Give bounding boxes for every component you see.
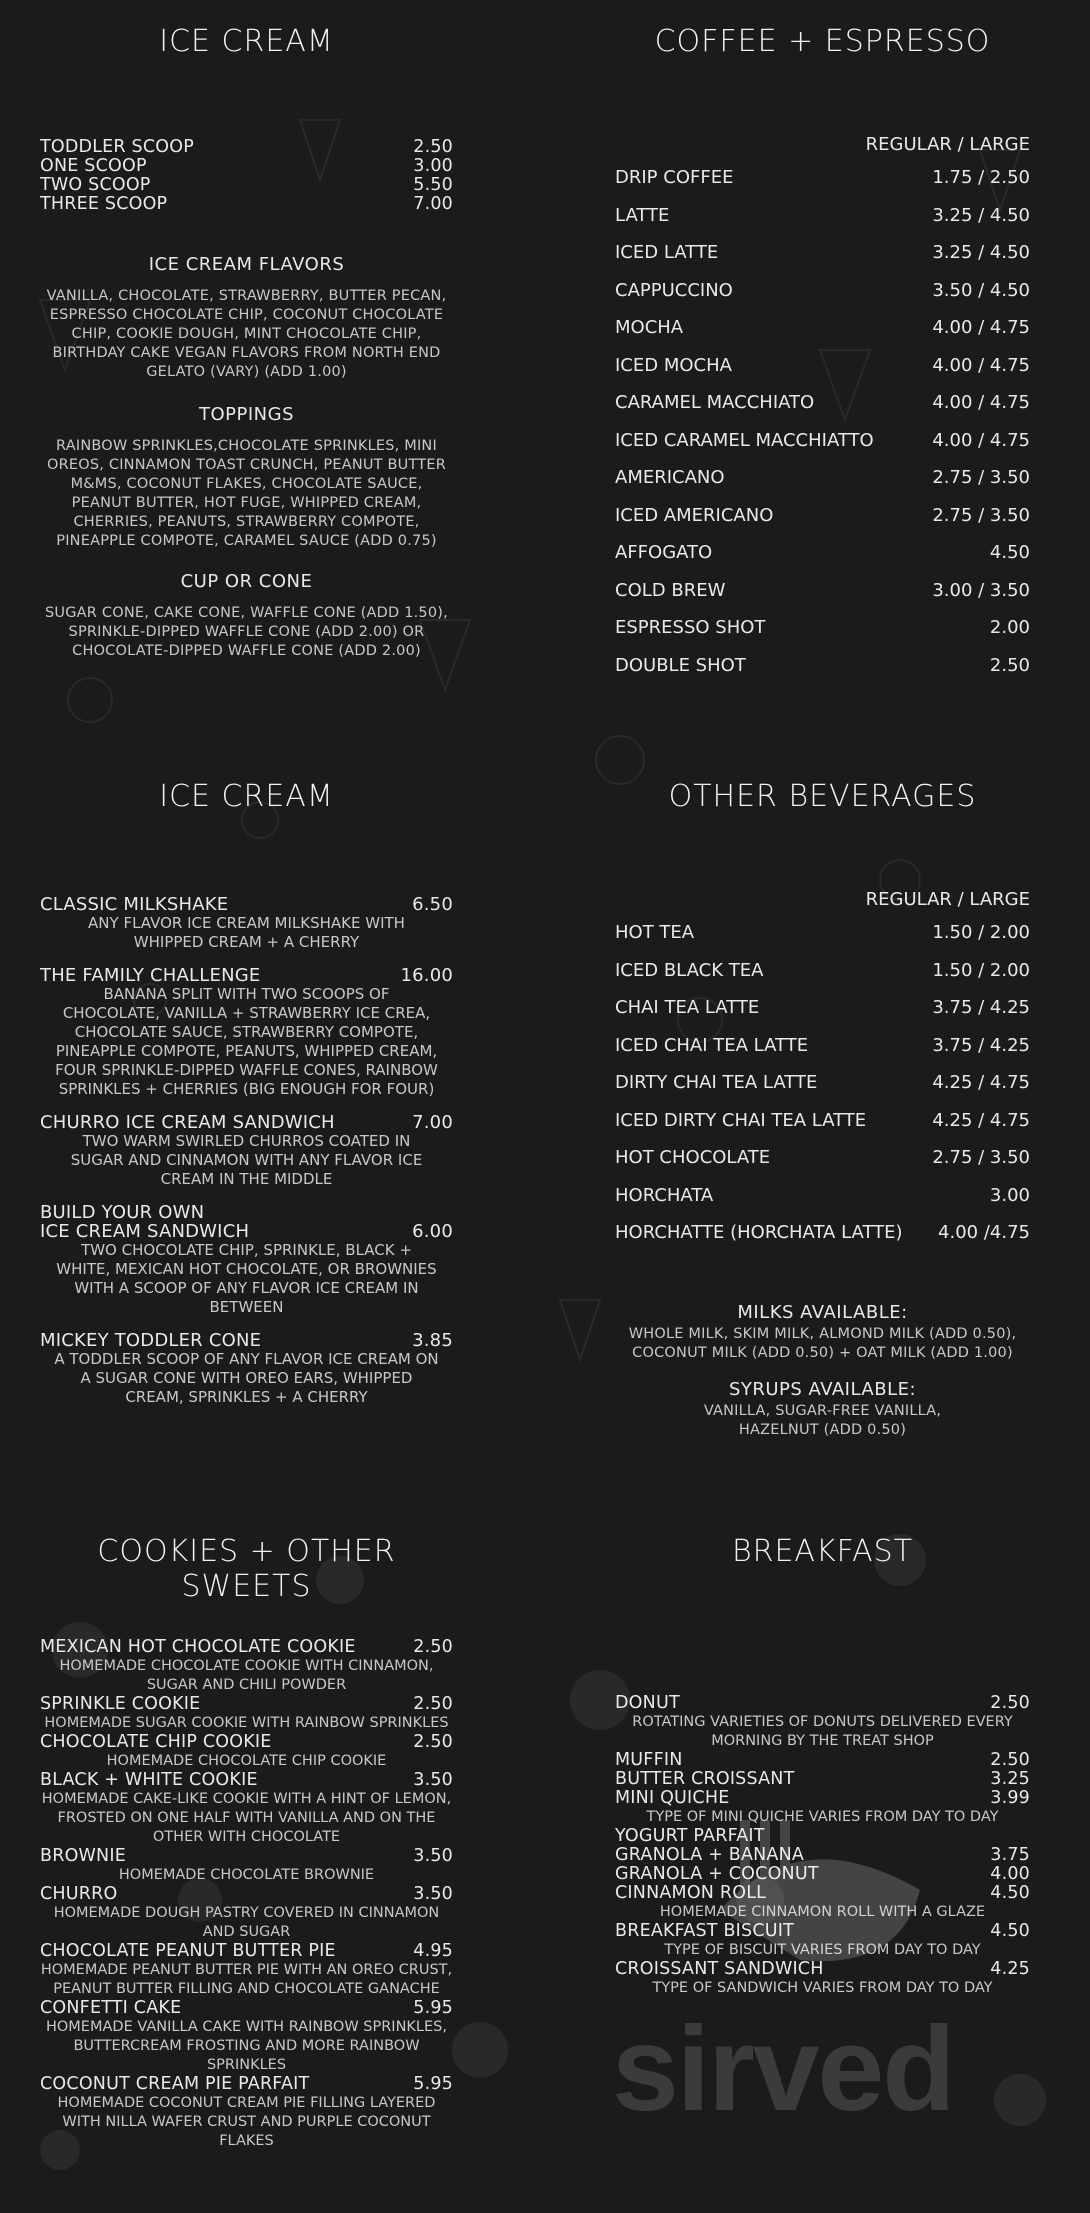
item-price: 3.50 xyxy=(413,1884,453,1904)
item-name: CHAI TEA LATTE xyxy=(615,997,760,1018)
item-price: 4.25 / 4.75 xyxy=(932,1072,1030,1093)
panel-title: ICE CREAM xyxy=(159,24,334,59)
syrups-text: VANILLA, SUGAR-FREE VANILLA, HAZELNUT (ADD 0.50) xyxy=(703,1402,942,1438)
item-price: 6.50 xyxy=(412,894,453,915)
list-item xyxy=(615,1827,1030,1846)
item-name: GRANOLA + BANANA xyxy=(615,1845,805,1865)
item-description: TWO WARM SWIRLED CHURROS COATED IN SUGAR AND CINNAMON WITH ANY FLAVOR ICE CREAM IN THE MIDDLE xyxy=(70,1132,423,1188)
list-item xyxy=(40,138,453,157)
item-price: 1.50 / 2.00 xyxy=(932,959,1030,981)
other-beverages-panel xyxy=(545,755,1090,1510)
item-name: DOUBLE SHOT xyxy=(615,654,746,676)
list-item xyxy=(615,1960,1030,1998)
list-item xyxy=(40,966,453,1099)
item-description: HOMEMADE CHOCOLATE COOKIE WITH CINNAMON, SUGAR AND CHILI POWDER xyxy=(59,1658,434,1693)
item-price: 2.50 xyxy=(989,654,1030,676)
item-name: ESPRESSO SHOT xyxy=(615,617,766,638)
list-item xyxy=(615,647,1030,685)
item-name: BREAKFAST BISCUIT xyxy=(615,1921,795,1941)
item-name: ICED LATTE xyxy=(615,242,719,263)
item-price: 1.50 / 2.00 xyxy=(932,922,1030,943)
item-name: CHURRO xyxy=(40,1884,118,1904)
item-name: ICED CARAMEL MACCHIATTO xyxy=(615,429,874,451)
list-item xyxy=(40,1771,453,1847)
item-description: TYPE OF MINI QUICHE VARIES FROM DAY TO DAY xyxy=(646,1809,999,1825)
item-price: 3.00 / 3.50 xyxy=(932,579,1030,601)
item-price: 2.75 / 3.50 xyxy=(932,467,1030,488)
list-item xyxy=(40,1638,453,1695)
item-price: 4.00 /4.75 xyxy=(938,1222,1030,1243)
item-price: 2.50 xyxy=(413,1732,453,1752)
item-name: ICED DIRTY CHAI TEA LATTE xyxy=(615,1109,867,1131)
item-price: 3.50 / 4.50 xyxy=(932,279,1030,301)
list-item xyxy=(615,1064,1030,1102)
list-item xyxy=(615,1139,1030,1177)
cone-text: SUGAR CONE, CAKE CONE, WAFFLE CONE (ADD 1.50), SPRINKLE-DIPPED WAFFLE CONE (ADD 2.00) OR CHOCOLATE-DIPPED WAFFLE CONE (ADD 2.00) xyxy=(45,605,448,659)
item-description: A TODDLER SCOOP OF ANY FLAVOR ICE CREAM ON A SUGAR CONE WITH OREO EARS, WHIPPED CREAM, SPRINKLES + A CHERRY xyxy=(54,1350,439,1406)
item-description: HOMEMADE SUGAR COOKIE WITH RAINBOW SPRINKLES xyxy=(44,1715,449,1731)
item-name: CINNAMON ROLL xyxy=(615,1883,767,1903)
item-name: MICKEY TODDLER CONE xyxy=(40,1330,262,1351)
list-item xyxy=(615,309,1030,347)
watermark-text: sirved xyxy=(612,2002,954,2136)
item-price: 4.00 / 4.75 xyxy=(932,429,1030,451)
flavors-heading: ICE CREAM FLAVORS xyxy=(148,254,345,275)
item-price: 3.75 xyxy=(990,1845,1030,1865)
specials-list xyxy=(40,895,453,1407)
item-price: 4.25 / 4.75 xyxy=(932,1109,1030,1131)
item-name: BROWNIE xyxy=(40,1846,126,1866)
ice-cream-specials-panel xyxy=(0,755,545,1510)
item-description: HOMEMADE CAKE-LIKE COOKIE WITH A HINT OF LEMON, FROSTED ON ONE HALF WITH VANILLA AND ON THE OTHER WITH CHOCOLATE xyxy=(41,1791,452,1845)
list-item xyxy=(615,1027,1030,1065)
item-price: 4.50 xyxy=(990,1921,1030,1941)
list-item xyxy=(615,1177,1030,1215)
item-name: BUTTER CROISSANT xyxy=(615,1769,795,1789)
list-item xyxy=(40,1695,453,1733)
list-item xyxy=(40,1942,453,1999)
item-description: BANANA SPLIT WITH TWO SCOOPS OF CHOCOLATE, VANILLA + STRAWBERRY ICE CREA, CHOCOLATE SAUCE, STRAWBERRY COMPOTE, PINEAPPLE COMPOTE, PEANUTS, WHIPPED CREAM, FOUR SPRINKLE-DIPPED WAFFLE CONES, RAINBOW SPRINKLES + CHERRIES (BIG ENOUGH FOR FOUR) xyxy=(55,985,438,1098)
item-price: 3.25 / 4.50 xyxy=(932,204,1030,226)
list-item xyxy=(40,1733,453,1771)
coffee-panel xyxy=(545,0,1090,755)
item-name: YOGURT PARFAIT xyxy=(615,1826,765,1846)
panel-title: ICE CREAM xyxy=(159,779,334,814)
item-description: ANY FLAVOR ICE CREAM MILKSHAKE WITH WHIPPED CREAM + A CHERRY xyxy=(88,914,405,951)
item-name: HOT CHOCOLATE xyxy=(615,1147,771,1168)
list-item xyxy=(615,497,1030,535)
item-name: CONFETTI CAKE xyxy=(40,1998,182,2018)
list-item xyxy=(615,1694,1030,1751)
item-name: HOT TEA xyxy=(615,922,695,943)
list-item xyxy=(615,422,1030,460)
list-item xyxy=(40,2075,453,2151)
item-description: HOMEMADE VANILLA CAKE WITH RAINBOW SPRINKLES, BUTTERCREAM FROSTING AND MORE RAINBOW SPRINKLES xyxy=(45,2019,447,2073)
item-description: TYPE OF SANDWICH VARIES FROM DAY TO DAY xyxy=(652,1980,993,1996)
toppings-text: RAINBOW SPRINKLES,CHOCOLATE SPRINKLES, MINI OREOS, CINNAMON TOAST CRUNCH, PEANUT BUTTER M&MS, COCONUT FLAKES, CHOCOLATE SAUCE, PEANUT BUTTER, HOT FUGE, WHIPPED CREAM, CHERRIES, PEANUTS, STRAWBERRY COMPOTE, PINEAPPLE COMPOTE, CARAMEL SAUCE (ADD 0.75) xyxy=(47,438,446,549)
item-name: AFFOGATO xyxy=(615,542,713,563)
item-description: TYPE OF BISCUIT VARIES FROM DAY TO DAY xyxy=(664,1942,981,1958)
scoop-list xyxy=(40,138,453,214)
item-name: THE FAMILY CHALLENGE xyxy=(40,965,261,986)
item-price: 5.50 xyxy=(413,175,453,195)
item-name: CHOCOLATE CHIP COOKIE xyxy=(40,1732,272,1752)
item-name: AMERICANO xyxy=(615,467,725,488)
item-price: 2.00 xyxy=(989,617,1030,638)
item-name: DIRTY CHAI TEA LATTE xyxy=(615,1072,818,1093)
list-item xyxy=(615,989,1030,1027)
item-price: 1.75 / 2.50 xyxy=(932,167,1030,188)
item-price: 3.75 / 4.25 xyxy=(932,997,1030,1018)
item-name-line2: ICE CREAM SANDWICH xyxy=(40,1221,250,1242)
item-price: 3.25 xyxy=(990,1769,1030,1789)
syrups-heading: SYRUPS AVAILABLE: xyxy=(728,1378,917,1400)
item-name: MEXICAN HOT CHOCOLATE COOKIE xyxy=(40,1637,356,1657)
item-price: 4.00 xyxy=(990,1864,1030,1884)
item-name: SPRINKLE COOKIE xyxy=(40,1694,201,1714)
item-description: TWO CHOCOLATE CHIP, SPRINKLE, BLACK + WHITE, MEXICAN HOT CHOCOLATE, OR BROWNIES WITH A SCOOP OF ANY FLAVOR ICE CREAM IN BETWEEN xyxy=(56,1241,437,1316)
item-name: CHURRO ICE CREAM SANDWICH xyxy=(40,1112,335,1133)
item-price: 4.50 xyxy=(989,542,1030,563)
list-item xyxy=(615,1214,1030,1252)
item-price: 2.75 / 3.50 xyxy=(932,504,1030,526)
list-item xyxy=(40,195,453,214)
list-item xyxy=(615,1789,1030,1827)
list-item xyxy=(40,1847,453,1885)
item-name: ICED AMERICANO xyxy=(615,504,774,526)
item-price: 2.50 xyxy=(413,137,453,157)
item-name: CARAMEL MACCHIATO xyxy=(615,392,815,413)
toppings-heading: TOPPINGS xyxy=(198,404,295,425)
item-price: 5.95 xyxy=(413,2074,453,2094)
size-header: REGULAR / LARGE xyxy=(865,889,1030,910)
item-description: HOMEMADE CHOCOLATE BROWNIE xyxy=(118,1867,375,1883)
coffee-list xyxy=(615,159,1030,684)
cookies-panel xyxy=(0,1510,545,2213)
item-name: LATTE xyxy=(615,204,670,226)
item-price: 3.50 xyxy=(413,1770,453,1790)
list-item xyxy=(615,952,1030,990)
size-header: REGULAR / LARGE xyxy=(865,134,1030,155)
item-name: HORCHATA xyxy=(615,1184,714,1206)
list-item xyxy=(615,572,1030,610)
item-name: CROISSANT SANDWICH xyxy=(615,1959,824,1979)
item-price: 16.00 xyxy=(400,965,453,986)
item-price: 4.25 xyxy=(990,1959,1030,1979)
item-price: 3.25 / 4.50 xyxy=(932,242,1030,263)
item-name: CAPPUCCINO xyxy=(615,279,733,301)
item-price: 2.75 / 3.50 xyxy=(932,1147,1030,1168)
item-name: BLACK + WHITE COOKIE xyxy=(40,1770,258,1790)
list-item xyxy=(615,914,1030,952)
list-item xyxy=(40,1885,453,1942)
breakfast-panel xyxy=(545,1510,1090,2213)
cone-heading: CUP OR CONE xyxy=(180,571,313,592)
item-description: HOMEMADE CINNAMON ROLL WITH A GLAZE xyxy=(659,1904,986,1920)
milks-heading: MILKS AVAILABLE: xyxy=(737,1301,908,1323)
item-name: ICED CHAI TEA LATTE xyxy=(615,1034,809,1056)
list-item xyxy=(615,1922,1030,1960)
item-name: TWO SCOOP xyxy=(40,175,151,195)
panel-title: COOKIES + OTHER SWEETS xyxy=(97,1534,396,1604)
list-item xyxy=(40,895,453,952)
list-item xyxy=(615,384,1030,422)
item-name: COCONUT CREAM PIE PARFAIT xyxy=(40,2074,310,2094)
cookies-list xyxy=(40,1638,453,2151)
item-name: MUFFIN xyxy=(615,1750,683,1770)
list-item xyxy=(40,157,453,176)
item-price: 7.00 xyxy=(412,1112,453,1133)
ice-cream-panel xyxy=(0,0,545,755)
flavors-text: VANILLA, CHOCOLATE, STRAWBERRY, BUTTER PECAN, ESPRESSO CHOCOLATE CHIP, COCONUT CHOCOLATE CHIP, COOKIE DOUGH, MINT CHOCOLATE CHIP, BIRTHDAY CAKE VEGAN FLAVORS FROM NORTH END GELATO (VARY) (ADD 1.00) xyxy=(46,288,447,380)
item-name: ONE SCOOP xyxy=(40,156,147,176)
list-item xyxy=(40,1113,453,1189)
list-item xyxy=(615,534,1030,572)
list-item xyxy=(615,459,1030,497)
item-name: ICED MOCHA xyxy=(615,354,732,376)
item-name: CHOCOLATE PEANUT BUTTER PIE xyxy=(40,1941,336,1961)
list-item xyxy=(615,609,1030,647)
item-name: HORCHATTE (HORCHATA LATTE) xyxy=(615,1222,903,1243)
item-price: 4.95 xyxy=(413,1941,453,1961)
item-name: COLD BREW xyxy=(615,579,726,601)
item-description: HOMEMADE CHOCOLATE CHIP COOKIE xyxy=(106,1753,387,1769)
list-item xyxy=(615,1751,1030,1770)
list-item xyxy=(615,1102,1030,1140)
item-price: 3.00 xyxy=(989,1184,1030,1206)
breakfast-list xyxy=(615,1694,1030,1998)
item-price: 2.50 xyxy=(413,1694,453,1714)
list-item xyxy=(615,197,1030,235)
item-name: MOCHA xyxy=(615,317,684,338)
item-name: DONUT xyxy=(615,1693,680,1713)
item-price: 3.00 xyxy=(413,156,453,176)
list-item xyxy=(615,1865,1030,1884)
item-name: BUILD YOUR OWN xyxy=(40,1202,205,1223)
item-description: ROTATING VARIETIES OF DONUTS DELIVERED EVERY MORNING BY THE TREAT SHOP xyxy=(632,1714,1013,1749)
item-price: 2.50 xyxy=(990,1693,1030,1713)
item-name: MINI QUICHE xyxy=(615,1788,730,1808)
item-name: TODDLER SCOOP xyxy=(40,137,194,157)
item-price: 4.50 xyxy=(990,1883,1030,1903)
list-item xyxy=(615,347,1030,385)
item-name: ICED BLACK TEA xyxy=(615,959,764,981)
item-name: DRIP COFFEE xyxy=(615,167,734,188)
item-name: GRANOLA + COCONUT xyxy=(615,1864,819,1884)
milks-text: WHOLE MILK, SKIM MILK, ALMOND MILK (ADD 0.50), COCONUT MILK (ADD 0.50) + OAT MILK (ADD 1.00) xyxy=(628,1325,1017,1361)
panel-title: COFFEE + ESPRESSO xyxy=(654,24,991,59)
item-name: CLASSIC MILKSHAKE xyxy=(40,894,229,915)
item-price: 4.00 / 4.75 xyxy=(932,354,1030,376)
list-item xyxy=(40,176,453,195)
item-price: 2.50 xyxy=(413,1637,453,1657)
item-price: 3.50 xyxy=(413,1846,453,1866)
item-price: 4.00 / 4.75 xyxy=(932,317,1030,338)
item-price: 3.99 xyxy=(990,1788,1030,1808)
item-price: 6.00 xyxy=(412,1221,453,1242)
item-price: 3.85 xyxy=(412,1330,453,1351)
list-item xyxy=(615,159,1030,197)
item-name: THREE SCOOP xyxy=(40,194,168,214)
list-item xyxy=(40,1331,453,1407)
list-item xyxy=(615,272,1030,310)
list-item xyxy=(40,1999,453,2075)
list-item xyxy=(615,1846,1030,1865)
panel-title: OTHER BEVERAGES xyxy=(668,779,977,814)
item-description: HOMEMADE DOUGH PASTRY COVERED IN CINNAMON AND SUGAR xyxy=(53,1905,440,1940)
item-price: 3.75 / 4.25 xyxy=(932,1034,1030,1056)
item-price: 5.95 xyxy=(413,1998,453,2018)
beverage-list xyxy=(615,914,1030,1252)
list-item xyxy=(40,1203,453,1317)
item-price: 7.00 xyxy=(413,194,453,214)
panel-title: BREAKFAST xyxy=(731,1534,914,1569)
item-price: 4.00 / 4.75 xyxy=(932,392,1030,413)
list-item xyxy=(615,234,1030,272)
list-item xyxy=(615,1884,1030,1922)
item-price: 2.50 xyxy=(990,1750,1030,1770)
list-item xyxy=(615,1770,1030,1789)
item-description: HOMEMADE PEANUT BUTTER PIE WITH AN OREO CRUST, PEANUT BUTTER FILLING AND CHOCOLATE GANACHE xyxy=(40,1962,453,1997)
item-description: HOMEMADE COCONUT CREAM PIE FILLING LAYERED WITH NILLA WAFER CRUST AND PURPLE COCONUT FLAKES xyxy=(57,2095,436,2149)
